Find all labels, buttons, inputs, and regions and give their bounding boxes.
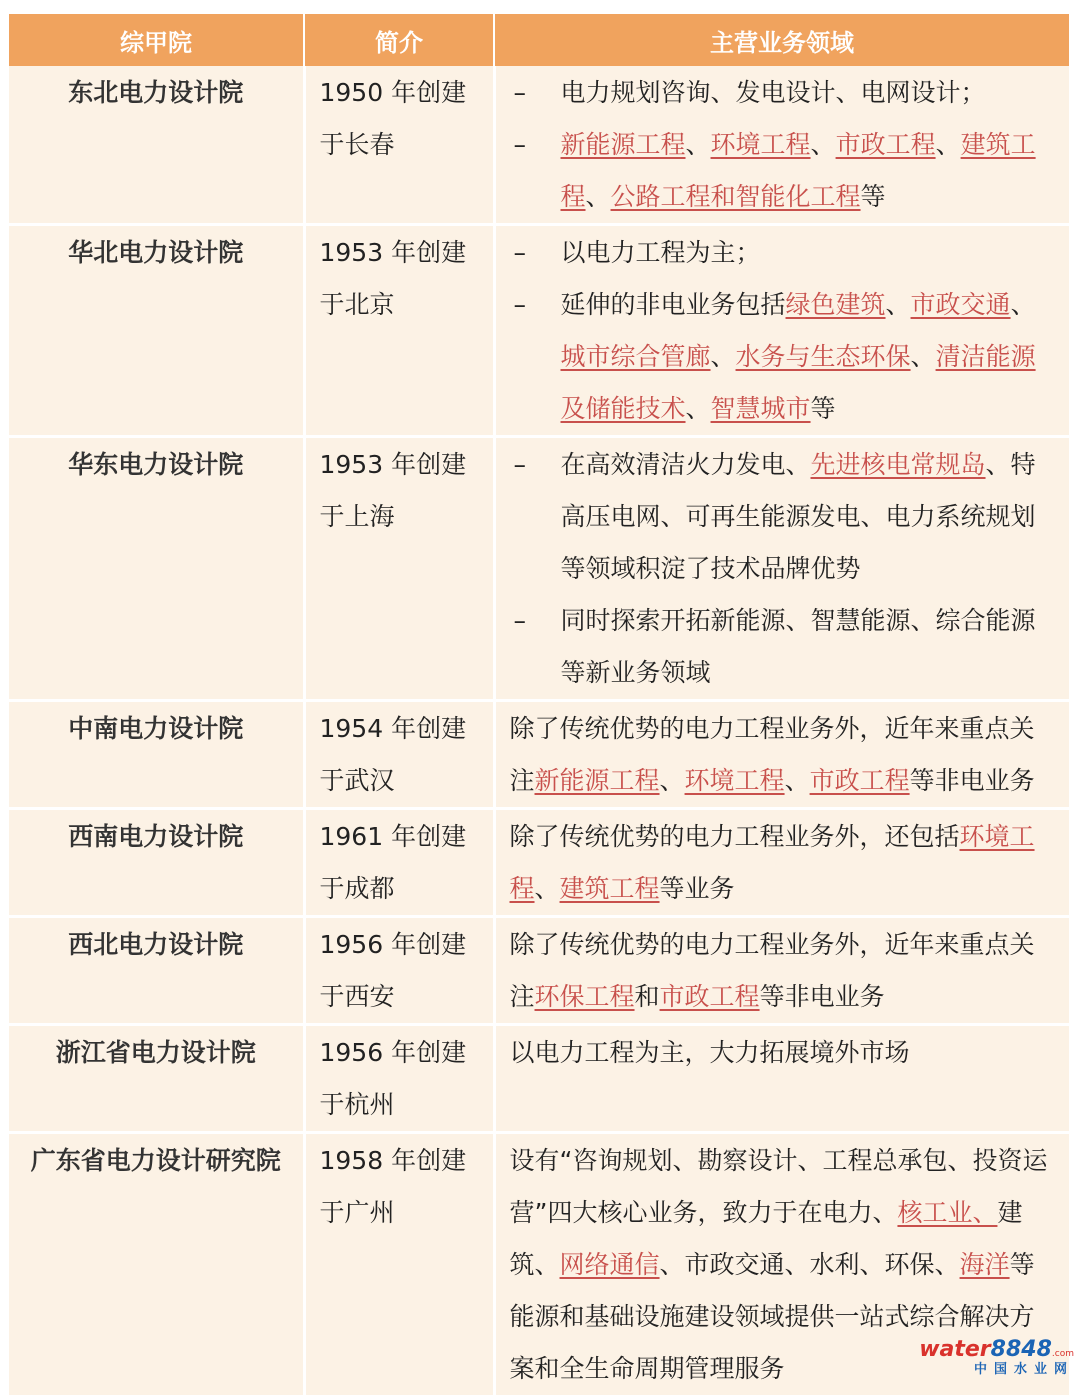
highlighted-business-link: 市政工程 [810, 766, 910, 795]
business-text: 设有“咨询规划、勘察设计、工程总承包、投资运营”四大核心业务，致力于在电力、 [510, 1146, 1048, 1227]
dash-bullet: – [514, 119, 527, 171]
business-text: 、 [1011, 290, 1036, 319]
institute-intro: 1956 年创建 于西安 [304, 917, 494, 1025]
business-cell [494, 66, 1069, 225]
business-text: 等 [861, 182, 886, 211]
highlighted-business-link: 海洋 [960, 1250, 1010, 1279]
highlighted-business-link: 市政交通 [911, 290, 1011, 319]
highlighted-business-link: 绿色建筑 [786, 290, 886, 319]
institute-intro: 1954 年创建 于武汉 [304, 701, 494, 809]
business-text: 、 [911, 342, 936, 371]
highlighted-business-link: 环境工程 [685, 766, 785, 795]
institute-intro: 1956 年创建 于杭州 [304, 1025, 494, 1133]
highlighted-business-link: 市政工程 [660, 982, 760, 1011]
highlighted-business-link: 环保工程 [535, 982, 635, 1011]
business-text: 、 [660, 766, 685, 795]
highlighted-business-link: 先进核电常规岛 [811, 450, 986, 479]
highlighted-business-link: 环境工程 [510, 822, 1035, 903]
business-text: 、 [711, 342, 736, 371]
header-intro: 简介 [304, 14, 494, 66]
institute-name: 广东省电力设计研究院 [9, 1133, 304, 1395]
business-text: 、 [686, 130, 711, 159]
business-cell [494, 437, 1069, 701]
business-text: 、市政交通、水利、环保、 [660, 1250, 960, 1279]
business-text: 除了传统优势的电力工程业务外，还包括 [510, 822, 960, 851]
business-text: 等非电业务 [760, 982, 885, 1011]
business-text: 除了传统优势的电力工程业务外，近年来重点关注 [510, 930, 1035, 1011]
business-text: 以电力工程为主； [561, 238, 761, 267]
table-row [9, 1133, 1069, 1395]
business-text: 、 [586, 182, 611, 211]
business-text: 等非电业务 [910, 766, 1035, 795]
list-item [510, 67, 1052, 119]
business-text: 除了传统优势的电力工程业务外，近年来重点关注 [510, 714, 1035, 795]
business-cell [494, 225, 1069, 437]
table-row [9, 1025, 1069, 1133]
business-text: 、 [686, 394, 711, 423]
highlighted-business-link: 建筑工程 [561, 130, 1036, 211]
institute-name: 华北电力设计院 [9, 225, 304, 437]
table-row [9, 917, 1069, 1025]
list-item [510, 439, 1052, 595]
list-item [510, 227, 1052, 279]
list-item [510, 595, 1052, 699]
dash-bullet: – [514, 227, 527, 279]
highlighted-business-link: 新能源工程 [535, 766, 660, 795]
highlighted-business-link: 建筑工程 [560, 874, 660, 903]
business-text: 、 [886, 290, 911, 319]
list-item [510, 279, 1052, 435]
business-text: 、 [535, 874, 560, 903]
business-text: 同时探索开拓新能源、智慧能源、综合能源等新业务领域 [561, 606, 1036, 687]
highlighted-business-link: 智慧城市 [711, 394, 811, 423]
business-text: 、 [785, 766, 810, 795]
header-institute: 综甲院 [9, 14, 304, 66]
business-cell [494, 1025, 1069, 1133]
business-text: 等 [811, 394, 836, 423]
dash-bullet: – [514, 279, 527, 331]
business-text: 、 [936, 130, 961, 159]
business-text: 和 [635, 982, 660, 1011]
business-text: 建筑、 [510, 1198, 1023, 1279]
institute-name: 西北电力设计院 [9, 917, 304, 1025]
list-item [510, 119, 1052, 223]
table-row [9, 809, 1069, 917]
business-text: 电力规划咨询、发电设计、电网设计； [561, 78, 986, 107]
dash-bullet: – [514, 67, 527, 119]
table-row [9, 701, 1069, 809]
business-cell [494, 701, 1069, 809]
institute-intro: 1961 年创建 于成都 [304, 809, 494, 917]
dash-bullet: – [514, 595, 527, 647]
highlighted-business-link: 环境工程 [711, 130, 811, 159]
business-text: 等业务 [660, 874, 735, 903]
institute-name: 华东电力设计院 [9, 437, 304, 701]
institute-intro: 1958 年创建 于广州 [304, 1133, 494, 1395]
business-text: 、 [811, 130, 836, 159]
institute-name: 浙江省电力设计院 [9, 1025, 304, 1133]
institute-intro: 1953 年创建 于北京 [304, 225, 494, 437]
design-institutes-table [9, 14, 1069, 1395]
dash-bullet: – [514, 439, 527, 491]
table-header-row [9, 14, 1069, 66]
business-text: 、特高压电网、可再生能源发电、电力系统规划等领域积淀了技术品牌优势 [561, 450, 1036, 583]
highlighted-business-link: 清洁能源及储能技术 [561, 342, 1036, 423]
business-text: 等能源和基础设施建设领域提供一站式综合解决方案和全生命周期管理服务 [510, 1250, 1035, 1383]
institute-name: 西南电力设计院 [9, 809, 304, 917]
highlighted-business-link: 新能源工程 [561, 130, 686, 159]
institute-intro: 1953 年创建 于上海 [304, 437, 494, 701]
highlighted-business-link: 水务与生态环保 [736, 342, 911, 371]
table-row [9, 225, 1069, 437]
business-cell [494, 917, 1069, 1025]
business-text: 以电力工程为主，大力拓展境外市场 [510, 1038, 910, 1067]
institute-intro: 1950 年创建 于长春 [304, 66, 494, 225]
highlighted-business-link: 网络通信 [560, 1250, 660, 1279]
header-business: 主营业务领域 [494, 14, 1069, 66]
business-text: 在高效清洁火力发电、 [561, 450, 811, 479]
business-text: 延伸的非电业务包括 [561, 290, 786, 319]
highlighted-business-link: 公路工程和智能化工程 [611, 182, 861, 211]
institute-name: 中南电力设计院 [9, 701, 304, 809]
highlighted-business-link: 核工业、 [897, 1198, 997, 1227]
business-cell [494, 809, 1069, 917]
table-row [9, 66, 1069, 225]
table-row [9, 437, 1069, 701]
highlighted-business-link: 城市综合管廊 [561, 342, 711, 371]
highlighted-business-link: 市政工程 [836, 130, 936, 159]
institute-name: 东北电力设计院 [9, 66, 304, 225]
watermark-logo: water8848.com 中国水业网 [919, 1339, 1074, 1376]
